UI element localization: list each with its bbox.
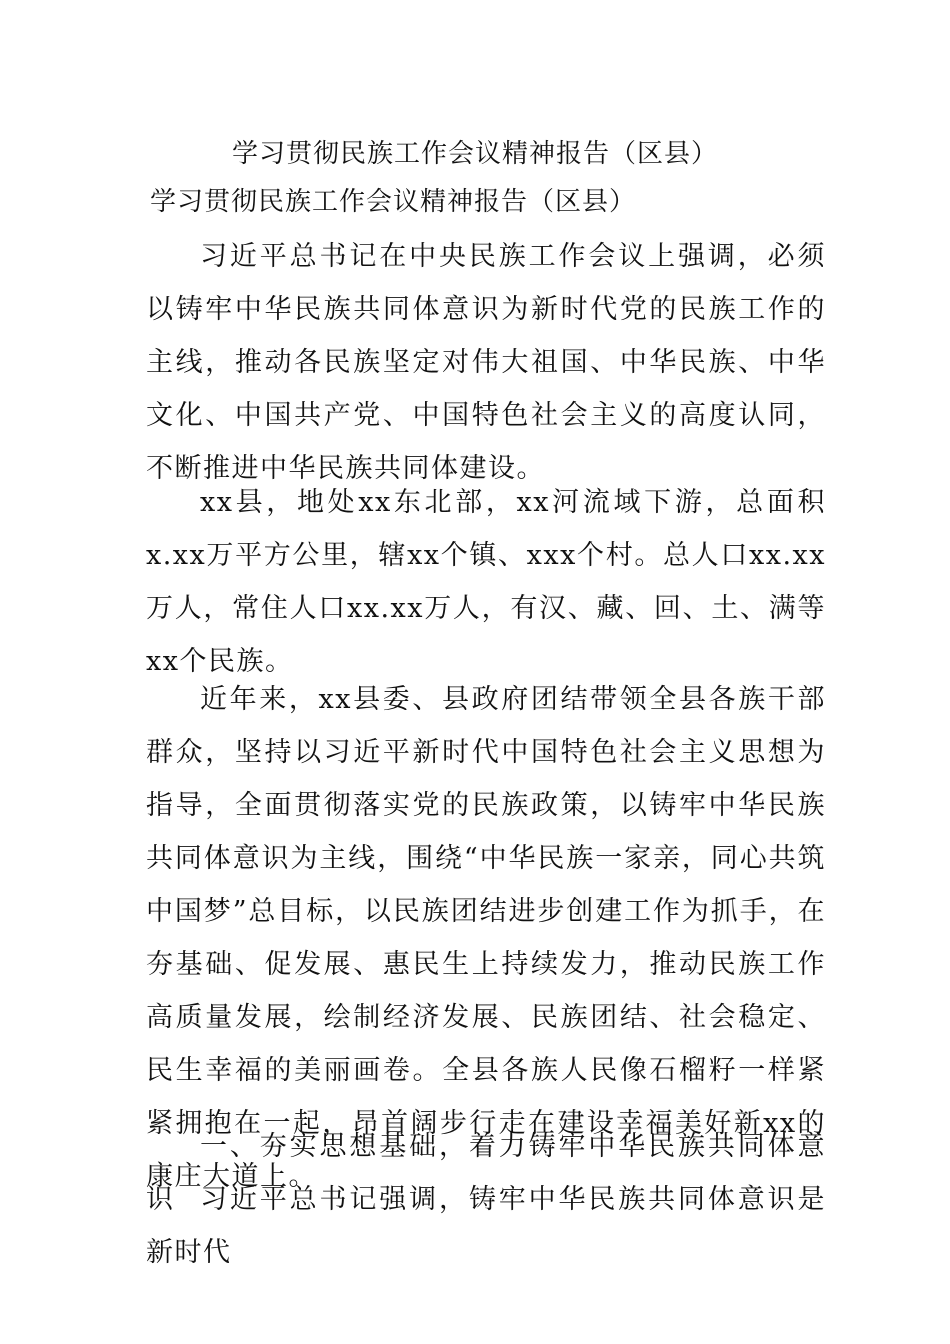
document-subtitle: 学习贯彻民族工作会议精神报告（区县） (150, 187, 637, 217)
document-title: 学习贯彻民族工作会议精神报告（区县） (231, 139, 718, 169)
paragraph-recent-work: 近年来，xx县委、县政府团结带领全县各族干部群众，坚持以习近平新时代中国特色社会主义思想为指导，全面贯彻落实党的民族政策，以铸牢中华民族共同体意识为主线，围绕“中华民族一家亲，同心共筑中国梦”总目标，以民族团结进步创建工作为抓手，在夯基础、促发展、惠民生上持续发力，推动民族工作高质量发展，绘制经济发展、民族团结、社会稳定、民生幸福的美丽画卷。全县各族人民像石榴籽一样紧紧拥抱在一起，昂首阔步行走在建设幸福美好新xx的康庄大道上。 (146, 684, 826, 1192)
section-heading-1: 一、夯实思想基础，着力铸牢中华民族共同体意识 (146, 1131, 826, 1215)
paragraph-intro: 习近平总书记在中央民族工作会议上强调，必须以铸牢中华民族共同体意识为新时代党的民族工作的主线，推动各民族坚定对伟大祖国、中华民族、中华文化、中国共产党、中国特色社会主义的高度认同，不断推进中华民族共同体建设。 (146, 241, 826, 484)
paragraph-section-1-start: 习近平总书记强调，铸牢中华民族共同体意识是新时代 (146, 1184, 826, 1268)
paragraph-county-overview: xx县，地处xx东北部，xx河流域下游，总面积x.xx万平方公里，辖xx个镇、xxx个村。总人口xx.xx万人，常住人口xx.xx万人，有汉、藏、回、土、满等xx个民族。 (146, 487, 826, 677)
